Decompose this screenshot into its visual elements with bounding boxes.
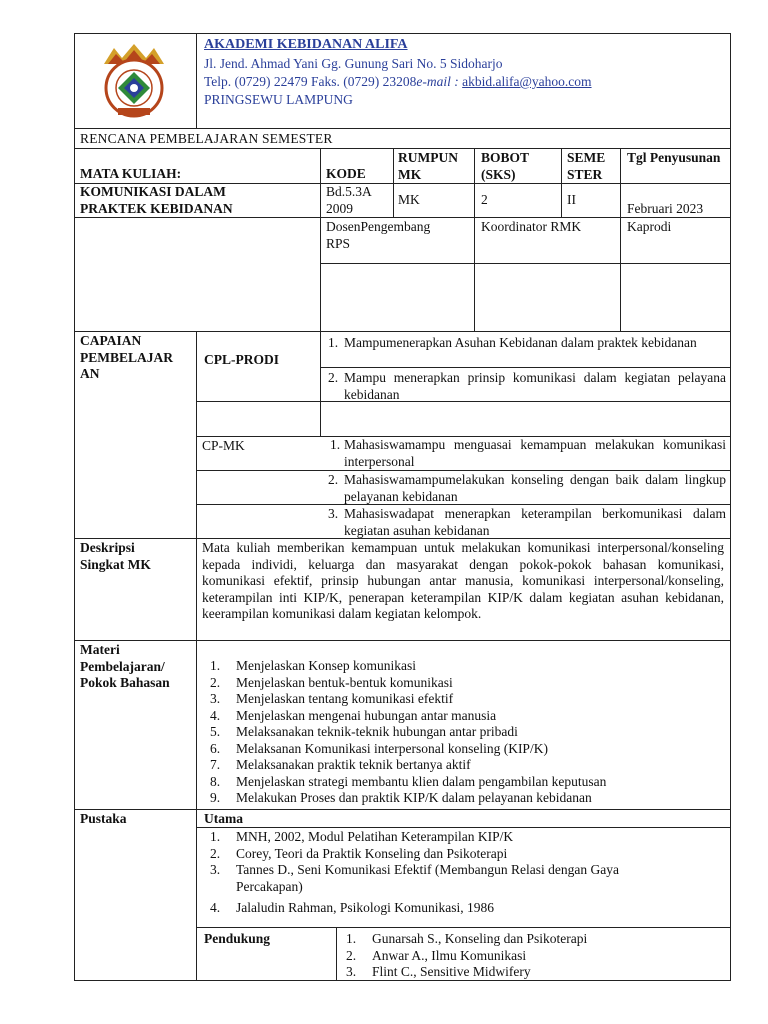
list-item: 5. Melaksanakan teknik-teknik hubungan antar pribadi bbox=[210, 724, 518, 739]
institution-address: Jl. Jend. Ahmad Yani Gg. Gunung Sari No. 5 Sidoharjo bbox=[204, 56, 503, 71]
institution-region: PRINGSEWU LAMPUNG bbox=[204, 92, 353, 107]
list-item: 7. Melaksanakan praktik teknik bertanya aktif bbox=[210, 757, 471, 772]
deskripsi-label: Deskripsi Singkat MK bbox=[80, 540, 151, 572]
institution-logo bbox=[96, 42, 172, 118]
list-item: 4. Jalaludin Rahman, Psikologi Komunikasi, 1986 bbox=[210, 900, 494, 915]
phone-fax: Telp. (0729) 22479 Faks. (0729) 23208 bbox=[204, 74, 417, 89]
list-item: 8. Menjelaskan strategi membantu klien dalam pengambilan keputusan bbox=[210, 773, 607, 789]
pustaka-label: Pustaka bbox=[80, 811, 127, 826]
course-code: Bd.5.3A 2009 bbox=[326, 184, 372, 216]
list-item: 2. Menjelaskan bentuk-bentuk komunikasi bbox=[210, 674, 453, 690]
cpl-prodi-label: CPL-PRODI bbox=[204, 352, 279, 367]
deskripsi-text: Mata kuliah memberikan kemampuan untuk melakukan komunikasi interpersonal/konseling kepada individi, keluarga dan masyarakat dengan pokok-pokok bahasan komunikasi, komunikasi efektif, prinsip hubungan antar manusia, komunikasi interpersonal/konseling, keterampilan inti KIP/K, penerapan keterampilan KIP/K dalam kegiatan asuhan kebidanan, keerampilan komunikasi dalam kegiatan kelompok. bbox=[202, 540, 724, 621]
cpmk-item: 3. Mahasiswadapat menerapkan keterampilan berkomunikasi dalam kegiatan asuhan kebidanan bbox=[328, 506, 726, 538]
list-item: 2. Corey, Teori da Praktik Konseling dan Psikoterapi bbox=[210, 845, 508, 861]
pendukung-list bbox=[338, 931, 728, 981]
list-item: 2. Anwar A., Ilmu Komunikasi bbox=[346, 947, 527, 963]
course-name: KOMUNIKASI DALAM PRAKTEK KEBIDANAN bbox=[80, 184, 233, 216]
header-bobot: BOBOT (SKS) bbox=[481, 150, 529, 182]
list-item: 3. Tannes D., Seni Komunikasi Efektif (Membangun Relasi dengan Gaya Percakapan) bbox=[210, 862, 619, 894]
header-semester: SEME STER bbox=[567, 150, 606, 182]
materi-label: Materi Pembelajaran/ Pokok Bahasan bbox=[80, 642, 170, 690]
list-item: 6. Melaksanan Komunikasi interpersonal konseling (KIP/K) bbox=[210, 740, 548, 756]
email-label: e-mail : bbox=[416, 74, 459, 89]
header-tgl-penyusunan: Tgl Penyusunan bbox=[627, 150, 721, 165]
cpmk-item: 2. Mahasiswamampumelakukan konseling dengan baik dalam lingkup pelayanan kebidanan bbox=[328, 472, 726, 504]
cpl-item: 2. Mampu menerapkan prinsip komunikasi dalam kegiatan pelayana kebidanan bbox=[328, 370, 726, 402]
institution-contact bbox=[204, 74, 592, 91]
utama-list bbox=[202, 829, 682, 917]
header-mata-kuliah: MATA KULIAH: bbox=[80, 166, 182, 181]
materi-list bbox=[202, 658, 726, 807]
dosen-pengembang-label: DosenPengembang RPS bbox=[326, 219, 431, 251]
email-link[interactable]: akbid.alifa@yahoo.com bbox=[462, 74, 592, 89]
list-item: 3. Flint C., Sensitive Midwifery bbox=[346, 964, 531, 979]
utama-label: Utama bbox=[204, 811, 243, 826]
course-semester: II bbox=[567, 192, 576, 207]
course-date: Februari 2023 bbox=[627, 201, 704, 216]
header-rumpun: RUMPUN MK bbox=[398, 150, 458, 182]
koordinator-label: Koordinator RMK bbox=[481, 219, 582, 234]
cpl-item: 1. Mampumenerapkan Asuhan Kebidanan dalam praktek kebidanan bbox=[328, 335, 697, 350]
course-rumpun: MK bbox=[398, 192, 420, 207]
list-item: 4. Menjelaskan mengenai hubungan antar manusia bbox=[210, 707, 497, 723]
list-item: 1. Menjelaskan Konsep komunikasi bbox=[210, 658, 416, 673]
course-sks: 2 bbox=[481, 192, 488, 207]
list-item: 9. Melakukan Proses dan praktik KIP/K dalam pelayanan kebidanan bbox=[210, 790, 592, 805]
header-kode: KODE bbox=[326, 166, 366, 181]
list-item: 1. Gunarsah S., Konseling dan Psikoterapi bbox=[346, 931, 588, 946]
document-title: RENCANA PEMBELAJARAN SEMESTER bbox=[80, 131, 333, 146]
list-item: 1. MNH, 2002, Modul Pelatihan Keterampilan KIP/K bbox=[210, 829, 514, 844]
list-item: 3. Menjelaskan tentang komunikasi efektif bbox=[210, 691, 454, 706]
institution-name: AKADEMI KEBIDANAN ALIFA bbox=[204, 37, 408, 52]
cpmk-item: 1. Mahasiswamampu menguasai kemampuan melakukan komunikasi interpersonal bbox=[330, 437, 726, 469]
cp-mk-label: CP-MK bbox=[202, 438, 245, 453]
pendukung-label: Pendukung bbox=[204, 931, 271, 946]
kaprodi-label: Kaprodi bbox=[627, 219, 672, 234]
capaian-label: CAPAIAN PEMBELAJAR AN bbox=[80, 333, 174, 381]
